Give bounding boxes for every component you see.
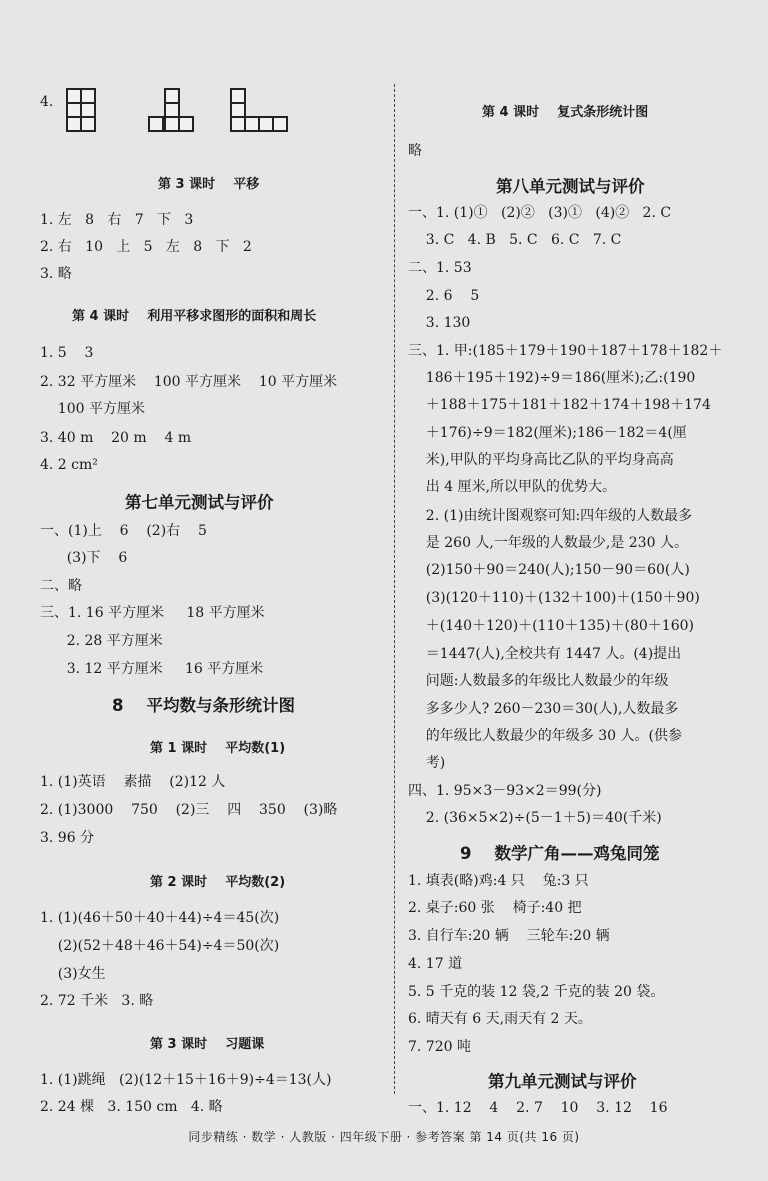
answer-line: 3. 12 平方厘米 16 平方厘米 — [40, 661, 264, 677]
answer-line: ＋188＋175＋181＋182＋174＋198＋174 — [408, 397, 711, 413]
answer-line: 3. 略 — [40, 266, 72, 282]
answer-line: (3)(120＋110)＋(132＋100)＋(150＋90) — [408, 590, 700, 606]
column-divider — [394, 84, 395, 1094]
answer-line: 问题:人数最多的年级比人数最少的年级 — [408, 673, 669, 689]
answer-line: 4. 17 道 — [408, 956, 463, 972]
answer-line: (2)150＋90＝240(人);150－90＝60(人) — [408, 562, 690, 578]
answer-line: ＋176)÷9＝182(厘米);186－182＝4(厘 — [408, 425, 687, 441]
answer-line: 3. 96 分 — [40, 830, 95, 846]
answer-line: 1. 5 3 — [40, 345, 94, 361]
answer-line: 考) — [408, 755, 446, 771]
answer-line: 100 平方厘米 — [40, 401, 145, 417]
answer-line: 2. 6 5 — [408, 288, 480, 304]
unit-test-heading: 第九单元测试与评价 — [488, 1072, 637, 1091]
answer-line: 一、1. (1)① (2)② (3)① (4)② 2. C — [408, 205, 672, 221]
answer-line: 三、1. 甲:(185＋179＋190＋187＋178＋182＋ — [408, 343, 723, 359]
answer-line: 一、1. 12 4 2. 7 10 3. 12 16 — [408, 1100, 668, 1116]
answer-line: 是 260 人,一年级的人数最少,是 230 人。 — [408, 535, 688, 551]
answer-line: 3. 自行车:20 辆 三轮车:20 辆 — [408, 928, 610, 944]
answer-line: 3. 40 m 20 m 4 m — [40, 430, 192, 446]
answer-line: 1. 填表(略)鸡:4 只 兔:3 只 — [408, 873, 589, 889]
answer-line: 2. 桌子:60 张 椅子:40 把 — [408, 900, 582, 916]
answer-line: 二、1. 53 — [408, 260, 472, 276]
answer-line: (2)(52＋48＋46＋54)÷4＝50(次) — [40, 938, 280, 954]
q4-label: 4. — [40, 94, 54, 110]
page-footer: 同步精练 · 数学 · 人教版 · 四年级下册 · 参考答案 第 14 页(共 16 页) — [188, 1130, 580, 1144]
answer-line: 186＋195＋192)÷9＝186(厘米);乙:(190 — [408, 370, 696, 386]
answer-line: 7. 720 吨 — [408, 1039, 471, 1055]
answer-line: 2. 32 平方厘米 100 平方厘米 10 平方厘米 — [40, 374, 338, 390]
answer-line: 2. 右 10 上 5 左 8 下 2 — [40, 239, 252, 255]
answer-line: 二、略 — [40, 578, 82, 594]
answer-line: 2. (1)3000 750 (2)三 四 350 (3)略 — [40, 802, 338, 818]
chapter-heading: 8 平均数与条形统计图 — [112, 696, 295, 715]
answer-line: 的年级比人数最少的年级多 30 人。(供参 — [408, 728, 682, 744]
answer-line: 四、1. 95×3－93×2＝99(分) — [408, 783, 602, 799]
answer-line: 5. 5 千克的装 12 袋,2 千克的装 20 袋。 — [408, 984, 665, 1000]
answer-line: 1. (1)(46＋50＋40＋44)÷4＝45(次) — [40, 910, 280, 926]
answer-line: 出 4 厘米,所以甲队的优势大。 — [408, 479, 617, 495]
answer-line: 2. 24 棵 3. 150 cm 4. 略 — [40, 1099, 223, 1115]
section-title: 第 4 课时 复式条形统计图 — [482, 105, 649, 120]
section-title: 第 3 课时 平移 — [158, 177, 260, 192]
answer-line: 1. (1)跳绳 (2)(12＋15＋16＋9)÷4＝13(人) — [40, 1072, 332, 1088]
answer-line: ＝1447(人),全校共有 1447 人。(4)提出 — [408, 646, 682, 662]
answer-line: (3)下 6 — [40, 550, 128, 566]
answer-line: 2. (1)由统计图观察可知:四年级的人数最多 — [408, 508, 693, 524]
answer-line: 一、(1)上 6 (2)右 5 — [40, 523, 207, 539]
answer-line: 6. 晴天有 6 天,雨天有 2 天。 — [408, 1011, 592, 1027]
answer-line: 米),甲队的平均身高比乙队的平均身高高 — [408, 452, 674, 468]
answer-line: 多多少人? 260－230＝30(人),人数最多 — [408, 701, 679, 717]
answer-line: 2. 72 千米 3. 略 — [40, 993, 154, 1009]
section-title: 第 1 课时 平均数(1) — [150, 741, 286, 756]
answer-line: 3. C 4. B 5. C 6. C 7. C — [408, 232, 622, 248]
answer-line: 三、1. 16 平方厘米 18 平方厘米 — [40, 605, 265, 621]
section-title: 第 4 课时 利用平移求图形的面积和周长 — [72, 309, 317, 324]
section-title: 第 3 课时 习题课 — [150, 1037, 265, 1052]
answer-line: 2. 28 平方厘米 — [40, 633, 163, 649]
answer-line: (3)女生 — [40, 966, 106, 982]
answer-line: ＋(140＋120)＋(110＋135)＋(80＋160) — [408, 618, 694, 634]
unit-test-heading: 第八单元测试与评价 — [496, 177, 645, 196]
answer-line: 1. (1)英语 素描 (2)12 人 — [40, 774, 226, 790]
chapter-heading: 9 数学广角——鸡兔同笼 — [460, 844, 660, 863]
unit-test-heading: 第七单元测试与评价 — [125, 493, 274, 512]
answer-line: 略 — [408, 143, 422, 159]
section-title: 第 2 课时 平均数(2) — [150, 875, 286, 890]
answer-line: 3. 130 — [408, 315, 471, 331]
answer-line: 1. 左 8 右 7 下 3 — [40, 212, 194, 228]
answer-line: 4. 2 cm² — [40, 457, 98, 473]
answer-line: 2. (36×5×2)÷(5－1＋5)＝40(千米) — [408, 810, 662, 826]
